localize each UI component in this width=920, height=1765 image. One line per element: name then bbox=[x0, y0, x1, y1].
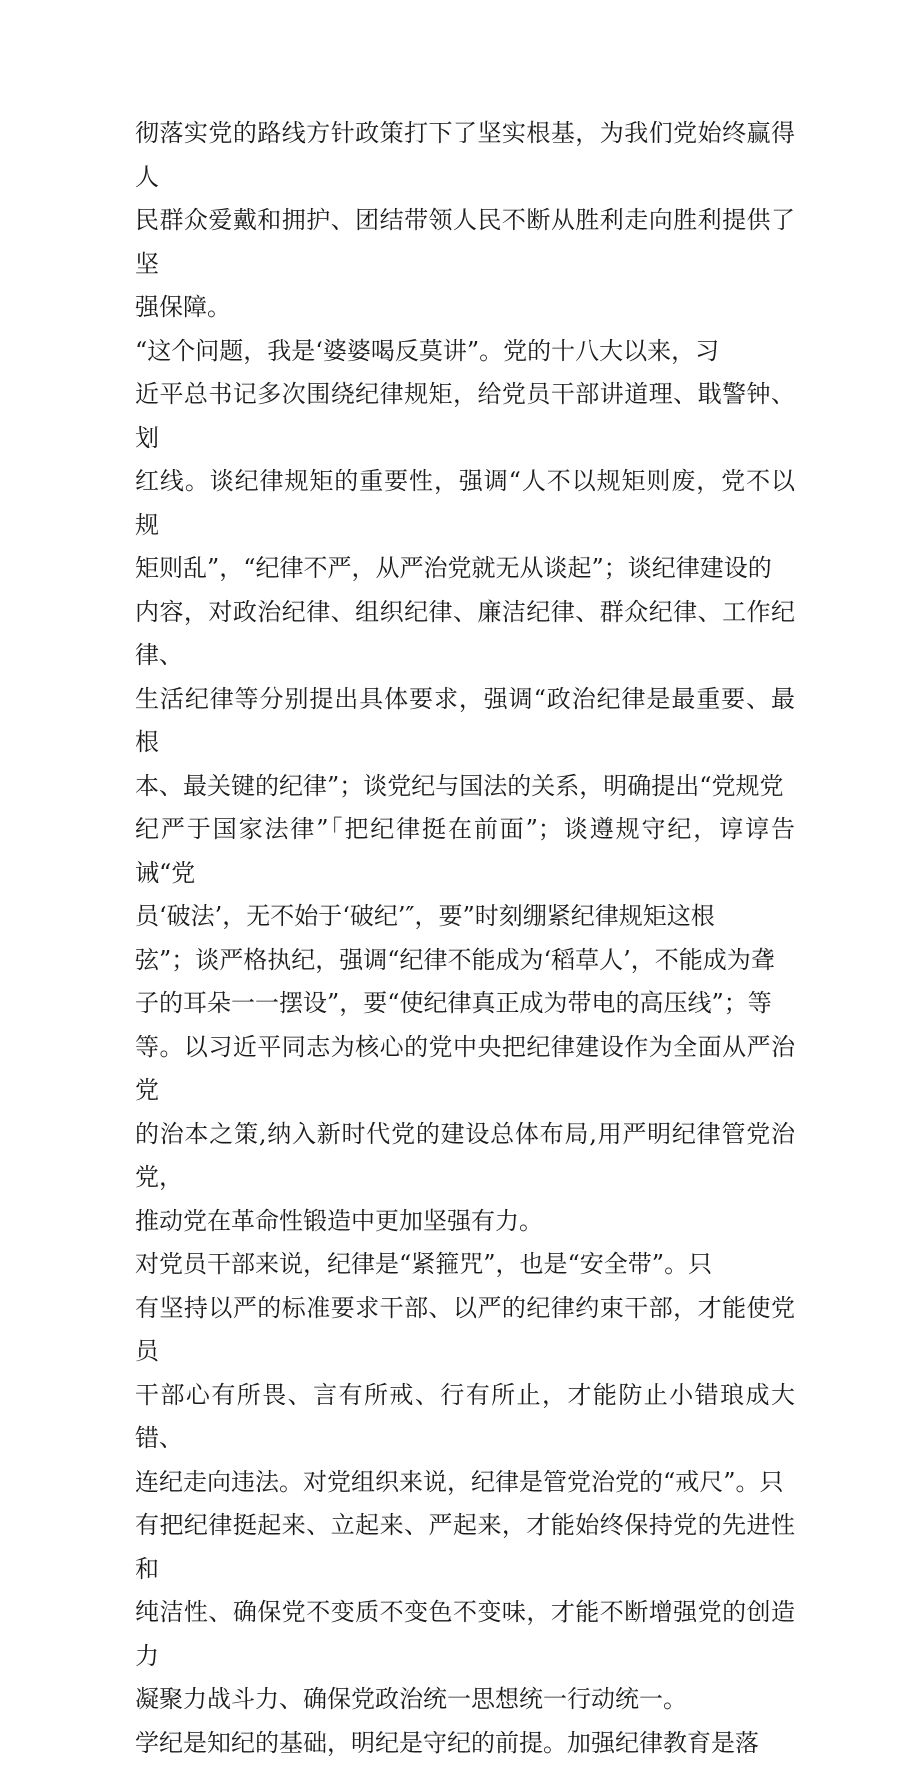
document-body bbox=[135, 112, 795, 1765]
paragraph: 彻落实党的路线方针政策打下了坚实根基，为我们党始终赢得人 民群众爱戴和拥护、团结带领人民不断从胜利走向胜利提供了坚 强保障。 bbox=[135, 112, 795, 330]
paragraph: “这个问题，我是‘婆婆喝反莫讲”。党的十八大以来，习 近平总书记多次围绕纪律规矩，给党员干部讲道理、戢警钟、划 红线。谈纪律规矩的重要性，强调“人不以规矩则废，党不以规 矩则乱”，“纪律不严，从严治党就无从谈起”；谈纪律建设的 内容，对政治纪律、组织纪律、廉洁纪律、群众纪律、工作纪律、 生活纪律等分别提出具体要求，强调“政治纪律是最重要、最根 本、最关键的纪律”；谈党纪与国法的关系，明确提出“党规党 纪严于国家法律”「把纪律挺在前面”；谈遵规守纪，谆谆告诫“党 员‘破法’，无不始于‘破纪’″，要”时刻绷紧纪律规矩这根 弦”；谈严格执纪，强调“纪律不能成为‘稻草人’，不能成为聋 子的耳朵一一摆设”，要“使纪律真正成为带电的高压线”；等 等。以习近平同志为核心的党中央把纪律建设作为全面从严治党 的治本之策,纳入新时代党的建设总体布局,用严明纪律管党治党， 推动党在革命性锻造中更加坚强有力。 bbox=[135, 330, 795, 1244]
paragraph: 学纪是知纪的基础，明纪是守纪的前提。加强纪律教育是落 bbox=[135, 1722, 795, 1765]
paragraph: 对党员干部来说，纪律是“紧箍咒”，也是“安全带”。只 有坚持以严的标准要求干部、以严的纪律约束干部，才能使党员 干部心有所畏、言有所戒、行有所止，才能防止小错琅成大错、 连纪走向违法。对党组织来说，纪律是管党治党的“戒尺”。只 有把纪律挺起来、立起来、严起来，才能始终保持党的先进性和 纯洁性、确保党不变质不变色不变味，才能不断增强党的创造力 凝聚力战斗力、确保党政治统一思想统一行动统一。 bbox=[135, 1243, 795, 1722]
